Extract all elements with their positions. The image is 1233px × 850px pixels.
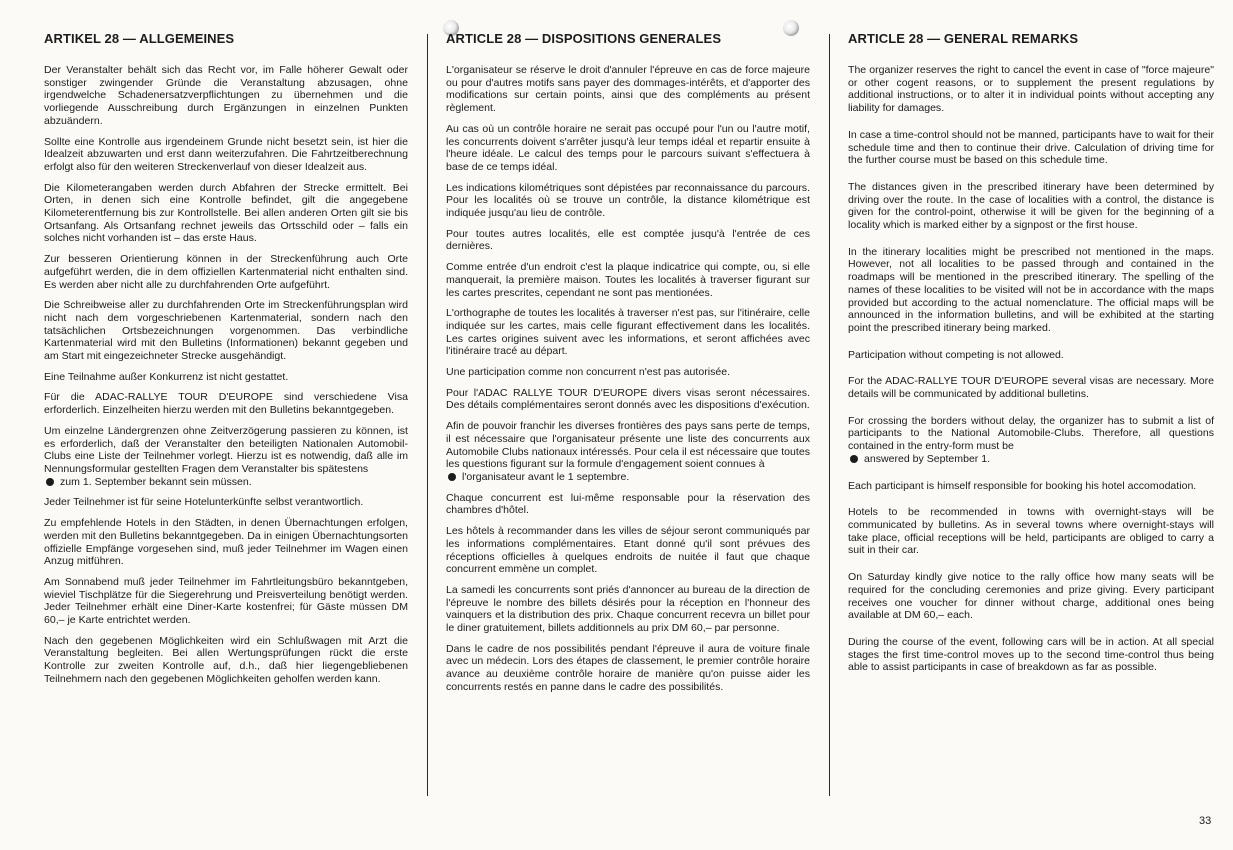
paragraph: Pour l'ADAC RALLYE TOUR D'EUROPE divers visas seront nécessaires. Des détails complémentaires seront donnés avec les dispositions d'exécution. (446, 386, 810, 412)
column-heading: ARTIKEL 28 — ALLGEMEINES (44, 31, 235, 46)
paragraph (44, 425, 408, 489)
paragraph: Chaque concurrent est lui-même responsable pour la réservation des chambres d'hôtel. (446, 491, 810, 517)
paragraph: Zu empfehlende Hotels in den Städten, in denen Übernachtungen erfolgen, werden mit den Bulletins bekanntgegeben. Da in einigen Übernachtungsorten offizielle Empfänge vorgesehen sind, muß jeder Teilnehmer im Wagen einen Anzug mitführen. (44, 517, 408, 568)
paragraph: During the course of the event, following cars will be in action. At all special stages the first time-control moves up to the second time-control thus being able to assist participants in case of breakdown as far as possible. (848, 635, 1214, 674)
paragraph: Pour toutes autres localités, elle est comptée jusqu'à l'entrée de ces dernières. (446, 227, 810, 253)
paragraph: Les hôtels à recommander dans les villes de séjour seront communiqués par les informations complémentaires. Etant donné qu'il sont prévues des réceptions officielles à quelques endroits de nuitée il faut que chaque concurrent emmène un complet. (446, 525, 810, 576)
paragraph: Die Schreibweise aller zu durchfahrenden Orte im Streckenführungsplan wird nicht nach dem vorgeschriebenen Kartenmaterial, sondern nach den tatsächlichen Ortsbezeichnungen vorgenommen. Das verbindliche Kartenmaterial wird mit den Bulletins (Informationen) bekannt gegeben und am Start mit eingezeichneter Strecke ausgehändigt. (44, 299, 408, 363)
paragraph: Sollte eine Kontrolle aus irgendeinem Grunde nicht besetzt sein, ist hier die Idealzeit abzuwarten und erst dann weiterzufahren. Die Fahrtzeitberechnung erfolgt also für den weiteren Streckenverlauf von dieser Idealzeit aus. (44, 135, 408, 173)
paragraph: Die Kilometerangaben werden durch Abfahren der Strecke ermittelt. Bei Orten, in denen sich eine Kontrolle befindet, gilt die angegebene Kilometerentfernung bis zur Kontrollstelle. Bei allen anderen Orten gilt sie bis Ortsanfang. Als Ortsanfang rechnet jeweils das Ortsschild oder – falls ein solches nicht vorhanden ist – das erste Haus. (44, 181, 408, 245)
paragraph: Jeder Teilnehmer ist für seine Hotelunterkünfte selbst verantwortlich. (44, 496, 364, 509)
paragraph (848, 415, 1214, 466)
paragraph: Zur besseren Orientierung können in der Streckenführung auch Orte aufgeführt werden, die in dem offiziellen Kartenmaterial nicht enthalten sind. Es werden aber nicht alle zu durchfahrenden Orte aufgeführt. (44, 253, 408, 291)
paragraph: Für die ADAC-RALLYE TOUR D'EUROPE sind verschiedene Visa erforderlich. Einzelheiten hierzu werden mit den Bulletins bekanntgegeben. (44, 391, 408, 417)
paragraph: Each participant is himself responsible for booking his hotel accomodation. (848, 479, 1197, 492)
paragraph: Une participation comme non concurrent n'est pas autorisée. (446, 366, 731, 379)
bullet-dot-icon (850, 455, 858, 463)
paragraph-text: For crossing the borders without delay, the organizer has to submit a list of participants to the National Automobile-Clubs. Therefore, all questions contained in the entry-form must be (848, 414, 1214, 453)
paragraph: Les indications kilométriques sont dépistées par reconnaissance du parcours. Pour les localités où se trouve un contrôle, la distance kilométrique est indiquée jusqu'au lieu de contrôle. (446, 181, 810, 220)
bullet-dot-icon (46, 478, 54, 486)
paragraph (446, 420, 810, 484)
paragraph: Dans le cadre de nos possibilités pendant l'épreuve il aura de voiture finale avec un médecin. Lors des étapes de classement, le premier contrôle horaire avance au deuxième contrôle horaire de manière qu'on puisse aider les concurrents restés en panne dans le cadre des possibilités. (446, 642, 810, 693)
deadline-text: l'organisateur avant le 1 septembre. (462, 470, 630, 483)
paragraph: On Saturday kindly give notice to the rally office how many seats will be required for the concluding ceremonies and prize giving. Every participant receives one voucher for dinner without charge, additional ones being available at DM 60,– each. (848, 571, 1214, 622)
paragraph: Nach den gegebenen Möglichkeiten wird ein Schlußwagen mit Arzt die Veranstaltung begleiten. Bei allen Wertungsprüfungen rückt die erste Kontrolle zur zweiten Kontrolle auf, d.h., daß hier liegengebliebenen Teilnehmern nach den gegebenen Möglichkeiten geholfen werden kann. (44, 634, 408, 685)
paragraph: La samedi les concurrents sont priés d'annoncer au bureau de la direction de l'épreuve le nombre des billets désirés pour la réception en l'honneur des vainquers et la distribution des prix. Chaque concurrent recevra un billet pour le diner gratuitement, billets additionnels au prix DM 60,– par personne. (446, 583, 810, 635)
deadline-text: zum 1. September bekannt sein müssen. (60, 475, 252, 488)
deadline-text: answered by September 1. (864, 452, 991, 465)
column-french (446, 14, 810, 702)
page-number: 33 (1199, 815, 1212, 827)
paragraph-text: Um einzelne Ländergrenzen ohne Zeitverzögerung passieren zu können, ist es erforderlich, daß der Veranstalter den beteiligten Nationalen Automobil-Clubs eine Liste der Teilnehmer vorlegt. Hierzu ist es notwendig, daß alle im Nennungsformular gestellten Fragen dem Veranstalter bis spätestens (44, 424, 408, 475)
column-divider (427, 34, 428, 796)
paragraph: Hotels to be recommended in towns with overnight-stays will be communicated by bulletins. As in several towns where overnight-stays will take place, official receptions will be held, participants are obliged to carry a suit in their car. (848, 506, 1214, 557)
bullet-dot-icon (448, 473, 456, 481)
paragraph: Der Veranstalter behält sich das Recht vor, im Falle höherer Gewalt oder sonstiger zwingender Gründe die Veranstaltung abzusagen, ohne irgendwelche Schadenersatzverpflichtungen zu übernehmen und die vorliegende Ausschreibung durch Ergänzungen in einzelnen Punkten abzuändern. (44, 64, 408, 127)
column-divider (829, 34, 830, 796)
paragraph: In the itinerary localities might be prescribed not mentioned in the maps. However, not all localities to be passed through and contained in the roadmaps will be mentioned in the prescribed itinerary. The spelling of the names of these localities to be visited will not be in accordance with the maps provided but according to the actual nomenclature. The official maps will be announced in the information bulletins, and will be exhibited at the starting point the prescribed itinerary being marked. (848, 245, 1214, 334)
paragraph: Participation without competing is not allowed. (848, 348, 1064, 361)
paragraph: In case a time-control should not be manned, participants have to wait for their schedule time and then to continue their drive. Calculation of driving time for the further course must be based on this schedule time. (848, 128, 1214, 167)
paragraph: L'organisateur se réserve le droit d'annuler l'épreuve en cas de force majeure ou pour d'autres motifs sans payer des dommages-intérêts, et d'apporter des modifications sur certain points, ainsi que des compléments au présent règlement. (446, 64, 810, 115)
paragraph: The organizer reserves the right to cancel the event in case of "force majeure" or other cogent reasons, or to supplement the present regulations by additional instructions, or to alter it in individual points without accepting any liability for damages. (848, 64, 1214, 115)
column-heading: ARTICLE 28 — DISPOSITIONS GENERALES (446, 31, 722, 46)
paragraph: Am Sonnabend muß jeder Teilnehmer im Fahrtleitungsbüro bekanntgeben, wieviel Tischplätze für die Siegerehrung und Preisverteilung benötigt werden. Jeder Teilnehmer erhält eine Diner-Karte kostenfrei; für Gäste müssen DM 60,– je Karte entrichtet werden. (44, 575, 408, 627)
paragraph: Au cas où un contrôle horaire ne serait pas occupé pour l'un ou l'autre motif, les concurrents doivent s'arrêter jusqu'à leur temps idéal et repartir ensuite à l'heure idéale. Le calcul des temps pour le parcours suivant s'effectuera à base de ce temps idéal. (446, 122, 810, 173)
paragraph-text: Afin de pouvoir franchir les diverses frontières des pays sans perte de temps, il est nécessaire que l'organisateur présente une liste des concurrents aux Automobile Clubs nationaux intéressés. Pour cela il est nécessaire que toutes les questions figurant sur la formule d'engagement soient connues à (446, 420, 810, 471)
paragraph: The distances given in the prescribed itinerary have been determined by driving over the route. In the case of localities with a control, the distance is given for the control-point, otherwise it will be given for the beginning of a locality which is marked either by a signpost or the first house. (848, 180, 1214, 232)
paragraph: Comme entrée d'un endroit c'est la plaque indicatrice qui compte, ou, si elle manquerait, la première maison. Toutes les localités à traverser figurant sur les cartes prescrites, cependant ne sont pas mentionées. (446, 261, 810, 299)
column-german (44, 14, 408, 694)
paragraph: L'orthographe de toutes les localités à traverser n'est pas, sur l'itinéraire, celle indiquée sur les cartes, mais celle figurant effectivement dans les localités. Les cartes origines suivent avec les informations, et seront affichées avec l'itinéraire tracé au départ. (446, 307, 810, 358)
paragraph: For the ADAC-RALLYE TOUR D'EUROPE several visas are necessary. More details will be communicated by additional bulletins. (848, 375, 1214, 401)
column-heading: ARTICLE 28 — GENERAL REMARKS (848, 31, 1079, 46)
paragraph: Eine Teilnahme außer Konkurrenz ist nicht gestattet. (44, 370, 289, 383)
column-english (848, 14, 1214, 688)
